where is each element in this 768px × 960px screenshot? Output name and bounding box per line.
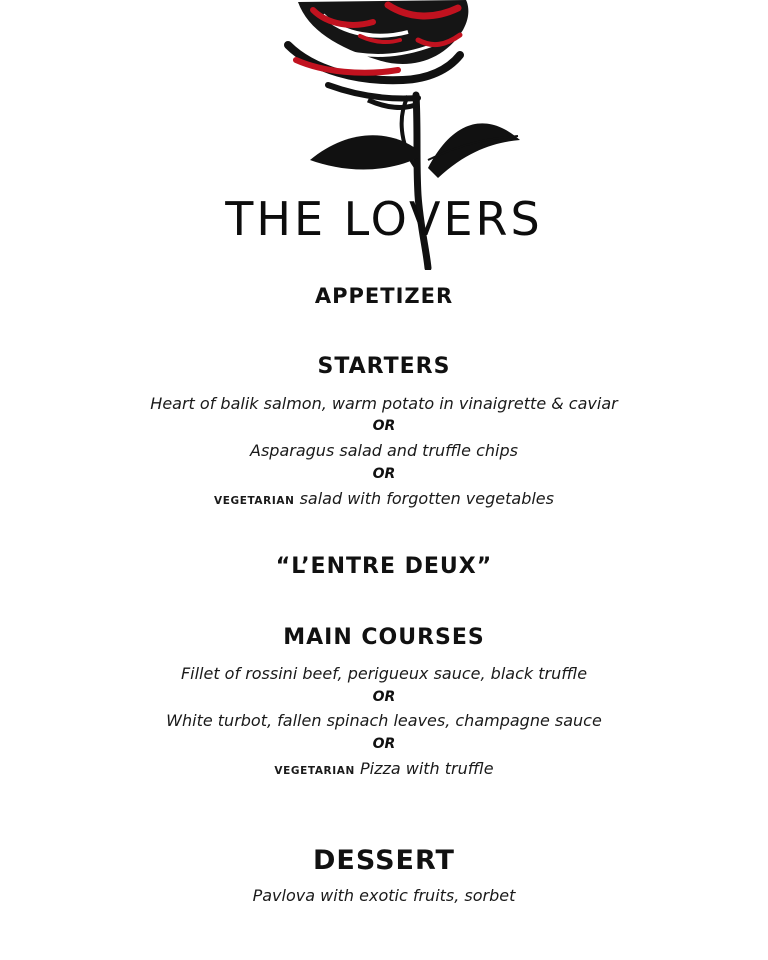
- or-divider: OR: [372, 466, 396, 482]
- or-divider: OR: [372, 736, 396, 752]
- main-item-3: [0, 759, 768, 778]
- starter-item-2: Asparagus salad and truffle chips: [250, 441, 518, 460]
- section-title-entre-deux: “L’ENTRE DEUX”: [275, 554, 493, 579]
- section-title-main-courses: MAIN COURSES: [283, 625, 485, 650]
- main-item-1: Fillet of rossini beef, perigueux sauce, black truffle: [180, 664, 588, 683]
- section-title-appetizer: APPETIZER: [314, 284, 454, 308]
- vegetarian-tag: VEGETARIAN: [274, 765, 355, 777]
- starter-item-1: Heart of balik salmon, warm potato in vinaigrette & caviar: [150, 394, 618, 413]
- main-item-3-text: Pizza with truffle: [359, 759, 494, 778]
- section-title-starters: STARTERS: [317, 354, 451, 379]
- starter-item-3-text: salad with forgotten vegetables: [299, 489, 554, 508]
- or-divider: OR: [372, 689, 396, 705]
- brand-title: THE LOVERS: [225, 192, 543, 246]
- dessert-item-1: Pavlova with exotic fruits, sorbet: [252, 886, 516, 905]
- section-title-dessert: DESSERT: [313, 845, 455, 876]
- starter-item-3: [0, 489, 768, 508]
- vegetarian-tag: VEGETARIAN: [214, 495, 295, 507]
- main-item-2: White turbot, fallen spinach leaves, champagne sauce: [166, 711, 602, 730]
- or-divider: OR: [372, 418, 396, 434]
